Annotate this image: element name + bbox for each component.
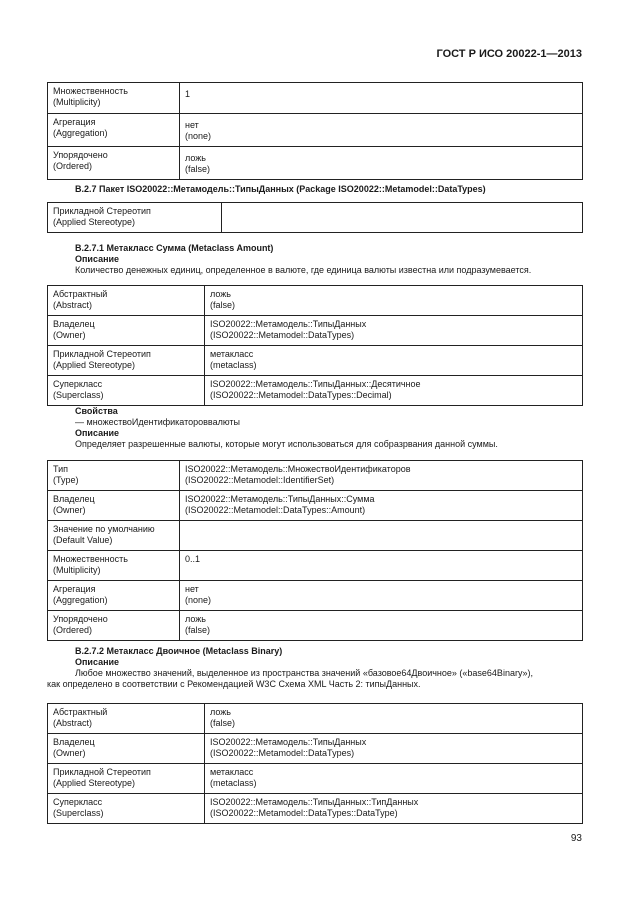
label-en: (Superclass) <box>53 390 104 400</box>
row-value <box>205 764 583 794</box>
table-row <box>48 376 583 406</box>
label-ru: Множественность <box>53 86 128 96</box>
label-en: (Owner) <box>53 505 86 515</box>
table-row <box>48 611 583 641</box>
row-label <box>48 203 222 233</box>
label-en: (Abstract) <box>53 718 93 728</box>
row-value <box>180 491 583 521</box>
row-value <box>205 734 583 764</box>
row-label <box>48 491 180 521</box>
row-label <box>48 461 180 491</box>
row-value <box>205 794 583 824</box>
row-value <box>205 286 583 316</box>
table-row <box>48 764 583 794</box>
value-line-1: ISO20022::Метамодель::ТипыДанных::Сумма <box>185 494 375 504</box>
table-row <box>48 147 583 180</box>
row-value <box>205 346 583 376</box>
value-line-1: ISO20022::Метамодель::ТипыДанных::Десятичное <box>210 379 421 389</box>
table-row <box>48 521 583 551</box>
row-label <box>48 581 180 611</box>
value-line-2: (ISO20022::Metamodel::DataTypes::Amount) <box>185 505 366 515</box>
label-ru: Упорядочено <box>53 614 108 624</box>
value-line-2: (ISO20022::Metamodel::DataTypes::DataType) <box>210 808 398 818</box>
label-en: (Multiplicity) <box>53 97 101 107</box>
label-ru: Абстрактный <box>53 289 108 299</box>
table-row <box>48 734 583 764</box>
row-label <box>48 83 180 114</box>
value-line-1: метакласс <box>210 767 254 777</box>
description-text: Определяет разрешенные валюты, которые могут использоваться для собразрвания данной суммы. <box>75 439 498 449</box>
value-line-1: ложь <box>210 707 231 717</box>
value-line-1: метакласс <box>210 349 254 359</box>
value-line-2: (none) <box>185 595 212 605</box>
row-value <box>205 316 583 346</box>
row-value <box>205 704 583 734</box>
properties-section <box>47 406 583 450</box>
table-row <box>48 491 583 521</box>
value-line-1: 0..1 <box>185 554 201 564</box>
description-heading: Описание <box>75 657 120 667</box>
description-text: Количество денежных единиц, определенное в валюте, где единица валюты известна или подразумевается. <box>75 265 532 275</box>
label-en: (Aggregation) <box>53 595 108 605</box>
value-line-1: ложь <box>185 153 206 163</box>
table-top <box>47 82 583 180</box>
label-en: (Ordered) <box>53 625 93 635</box>
section-heading: B.2.7.2 Метакласс Двоичное (Metaclass Binary) <box>75 646 283 656</box>
value-line-2: (false) <box>185 625 211 635</box>
row-label <box>48 551 180 581</box>
table-row <box>48 581 583 611</box>
table-row <box>48 286 583 316</box>
row-value <box>222 203 583 233</box>
value-line-1: ISO20022::Метамодель::ТипыДанных <box>210 737 367 747</box>
row-label <box>48 316 205 346</box>
value-line-1: ISO20022::Метамодель::ТипыДанных <box>210 319 367 329</box>
row-label <box>48 611 180 641</box>
table-row <box>48 551 583 581</box>
row-value <box>180 147 583 180</box>
label-en: (Owner) <box>53 748 86 758</box>
label-ru: Прикладной Стереотип <box>53 206 151 216</box>
value-line-2: (metaclass) <box>210 360 257 370</box>
value-line-2: (metaclass) <box>210 778 257 788</box>
label-en: (Type) <box>53 475 79 485</box>
label-ru: Прикладной Стереотип <box>53 767 151 777</box>
description-text-line-2: как определено в соответствии с Рекомендацией W3C Схема XML Часть 2: типыДанных. <box>47 679 421 689</box>
section-b-2-7 <box>47 184 583 195</box>
value-line-1: ISO20022::Метамодель::МножествоИдентификаторов <box>185 464 411 474</box>
document-header: ГОСТ Р ИСО 20022-1—2013 <box>436 48 582 60</box>
row-label <box>48 147 180 180</box>
label-ru: Владелец <box>53 319 95 329</box>
label-en: (Multiplicity) <box>53 565 101 575</box>
value-line-2: (ISO20022::Metamodel::IdentifierSet) <box>185 475 335 485</box>
section-b-2-7-2 <box>47 646 583 690</box>
table-binary <box>47 703 583 824</box>
label-en: (Owner) <box>53 330 86 340</box>
row-value <box>180 521 583 551</box>
table-property <box>47 460 583 641</box>
value-line-1: нет <box>185 584 199 594</box>
value-line-1: ложь <box>185 614 206 624</box>
row-value <box>180 83 583 114</box>
label-ru: Агрегация <box>53 117 96 127</box>
row-label <box>48 286 205 316</box>
properties-heading: Свойства <box>75 406 118 416</box>
row-value <box>205 376 583 406</box>
label-en: (Abstract) <box>53 300 93 310</box>
row-value <box>180 581 583 611</box>
label-ru: Тип <box>53 464 69 474</box>
page-number: 93 <box>570 833 582 844</box>
row-label <box>48 376 205 406</box>
value-line-2: (false) <box>210 718 236 728</box>
label-ru: Упорядочено <box>53 150 108 160</box>
table-row <box>48 114 583 147</box>
value-line-1: 1 <box>185 89 191 99</box>
value-line-1: ложь <box>210 289 231 299</box>
table-amount <box>47 285 583 406</box>
label-ru: Суперкласс <box>53 797 103 807</box>
label-ru: Значение по умолчанию <box>53 524 155 534</box>
row-label <box>48 346 205 376</box>
label-ru: Владелец <box>53 737 95 747</box>
label-en: (Applied Stereotype) <box>53 778 136 788</box>
description-text-line-1: Любое множество значений, выделенное из пространства значений «базовое64Двоичное» («base64Binary»), <box>75 668 533 678</box>
row-label <box>48 764 205 794</box>
label-ru: Прикладной Стереотип <box>53 349 151 359</box>
label-en: (Superclass) <box>53 808 104 818</box>
table-package <box>47 202 583 233</box>
table-row <box>48 203 583 233</box>
label-ru: Суперкласс <box>53 379 103 389</box>
value-line-1: ISO20022::Метамодель::ТипыДанных::ТипДанных <box>210 797 419 807</box>
row-label <box>48 704 205 734</box>
section-heading: B.2.7 Пакет ISO20022::Метамодель::ТипыДанных (Package ISO20022::Metamodel::DataTypes) <box>75 184 486 194</box>
property-item: — множествоИдентификатороввалюты <box>75 417 241 427</box>
row-label <box>48 794 205 824</box>
label-en: (Applied Stereotype) <box>53 217 136 227</box>
label-ru: Абстрактный <box>53 707 108 717</box>
label-ru: Множественность <box>53 554 128 564</box>
row-value <box>180 551 583 581</box>
table-row <box>48 346 583 376</box>
label-ru: Владелец <box>53 494 95 504</box>
label-ru: Агрегация <box>53 584 96 594</box>
row-value <box>180 611 583 641</box>
row-value <box>180 114 583 147</box>
section-heading: B.2.7.1 Метакласс Сумма (Metaclass Amount) <box>75 243 274 253</box>
value-line-2: (false) <box>210 300 236 310</box>
label-en: (Aggregation) <box>53 128 108 138</box>
row-label <box>48 734 205 764</box>
section-b-2-7-1 <box>47 243 583 276</box>
value-line-2: (ISO20022::Metamodel::DataTypes) <box>210 748 355 758</box>
table-row <box>48 794 583 824</box>
value-line-2: (ISO20022::Metamodel::DataTypes) <box>210 330 355 340</box>
table-row <box>48 461 583 491</box>
table-row <box>48 316 583 346</box>
value-line-2: (false) <box>185 164 211 174</box>
label-en: (Default Value) <box>53 535 113 545</box>
description-heading: Описание <box>75 428 120 438</box>
description-heading: Описание <box>75 254 120 264</box>
value-line-2: (none) <box>185 131 212 141</box>
label-en: (Ordered) <box>53 161 93 171</box>
row-label <box>48 114 180 147</box>
row-label <box>48 521 180 551</box>
value-line-2: (ISO20022::Metamodel::DataTypes::Decimal) <box>210 390 392 400</box>
value-line-1: нет <box>185 120 199 130</box>
table-row <box>48 704 583 734</box>
row-value <box>180 461 583 491</box>
label-en: (Applied Stereotype) <box>53 360 136 370</box>
table-row <box>48 83 583 114</box>
